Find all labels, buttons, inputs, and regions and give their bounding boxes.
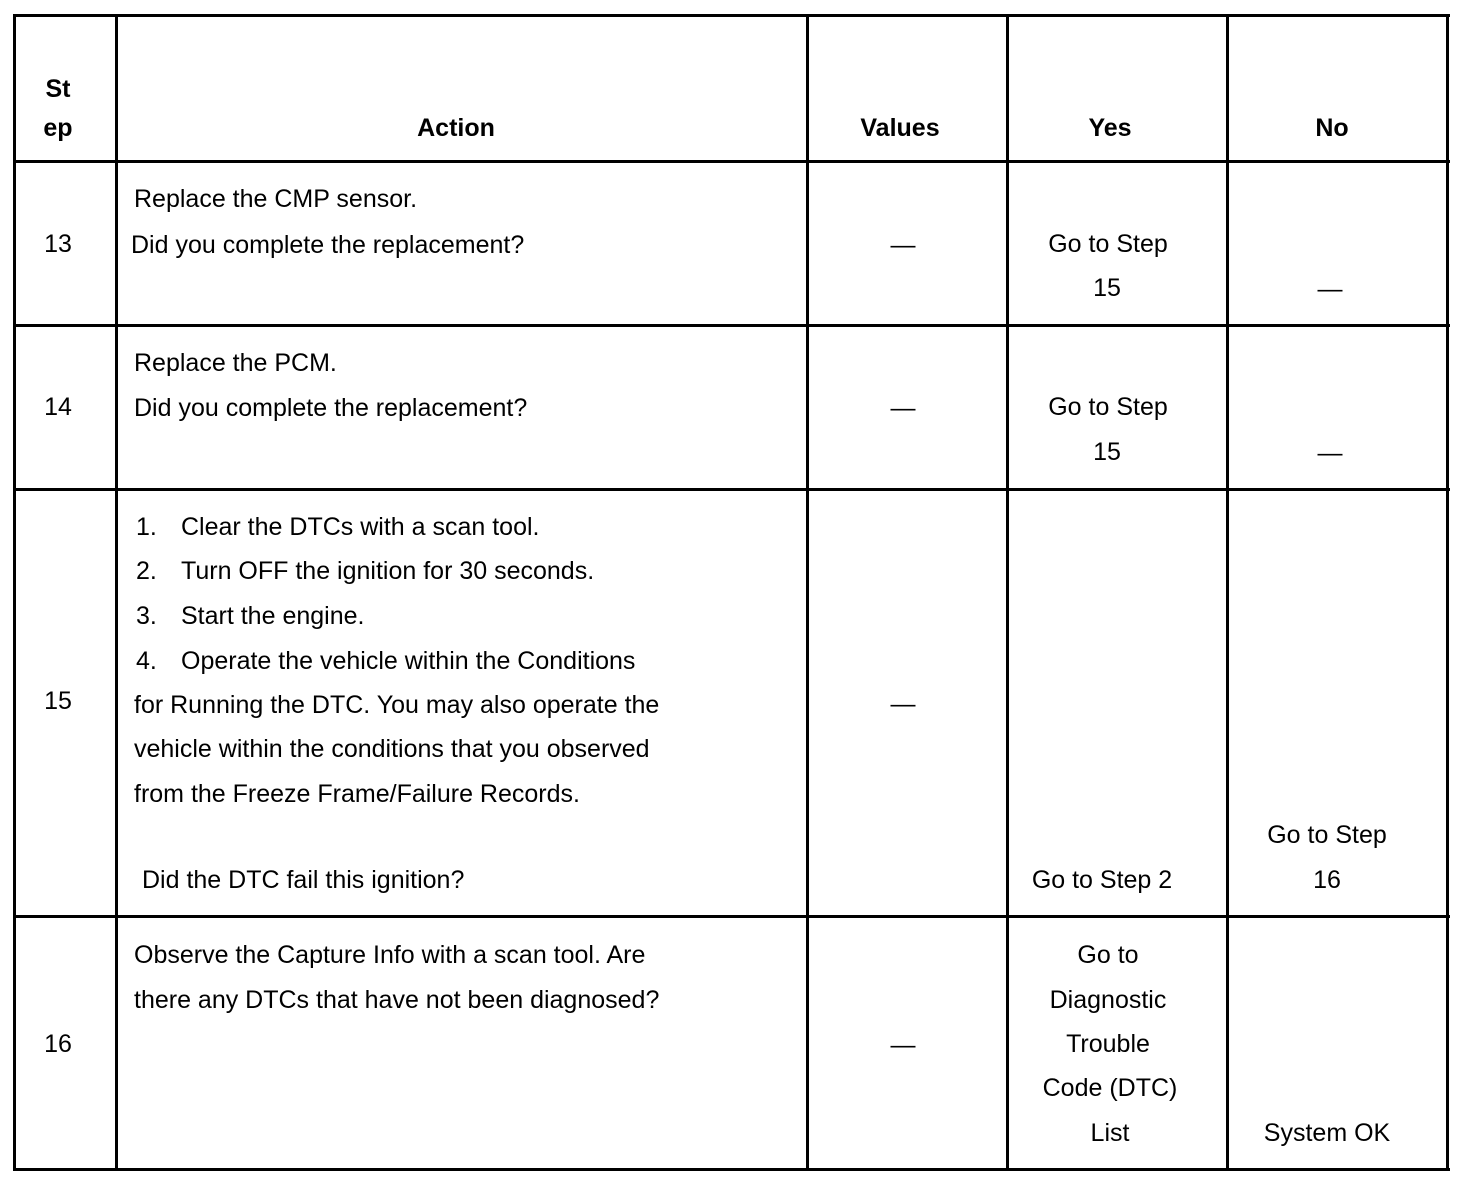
header-action: Action (417, 114, 495, 142)
row-divider (13, 488, 1450, 491)
header-divider (13, 160, 1450, 163)
action-question: Did you complete the replacement? (131, 231, 525, 259)
yes-cell: Go to Step 2 (1031, 866, 1173, 894)
action-text: there any DTCs that have not been diagnosed? (134, 986, 660, 1014)
step-number: 16 (44, 1030, 72, 1058)
action-text: Observe the Capture Info with a scan tool. Are (134, 941, 646, 969)
step-number: 13 (44, 230, 72, 258)
list-item-number: 1. (136, 513, 157, 541)
column-divider (1226, 14, 1229, 1171)
values-cell: — (890, 231, 916, 259)
list-item-number: 4. (136, 647, 157, 675)
header-yes: Yes (1088, 114, 1132, 142)
header-step-line1: St (45, 75, 71, 103)
yes-cell-line: Code (DTC) (1042, 1074, 1178, 1102)
list-item-text: Start the engine. (181, 602, 365, 630)
yes-cell-line: Trouble (1066, 1030, 1150, 1058)
list-item-number: 3. (136, 602, 157, 630)
no-cell-line2: 16 (1313, 866, 1341, 894)
yes-cell-line: List (1090, 1119, 1130, 1147)
action-question: Did the DTC fail this ignition? (142, 866, 465, 894)
column-divider (115, 14, 118, 1171)
yes-cell-line1: Go to Step (1048, 230, 1168, 258)
header-values: Values (860, 114, 940, 142)
no-cell: — (1317, 439, 1343, 467)
column-divider (1006, 14, 1009, 1171)
action-question: Did you complete the replacement? (134, 394, 528, 422)
yes-cell-line: Go to (1077, 941, 1139, 969)
action-continuation: from the Freeze Frame/Failure Records. (134, 780, 580, 808)
table-border-left (13, 14, 16, 1171)
step-number: 15 (44, 687, 72, 715)
no-cell: System OK (1263, 1119, 1391, 1147)
values-cell: — (890, 394, 916, 422)
header-step-line2: ep (43, 114, 73, 142)
table-border-right (1446, 14, 1449, 1171)
row-divider (13, 324, 1450, 327)
row-divider (13, 915, 1450, 918)
list-item-text: Operate the vehicle within the Conditions (181, 647, 636, 675)
no-cell-line1: Go to Step (1267, 821, 1387, 849)
yes-cell-line: Diagnostic (1049, 986, 1167, 1014)
yes-cell-line2: 15 (1093, 274, 1121, 302)
table-border-top (13, 14, 1450, 17)
list-item-text: Clear the DTCs with a scan tool. (181, 513, 540, 541)
action-continuation: for Running the DTC. You may also operate the (134, 691, 660, 719)
yes-cell-line1: Go to Step (1048, 393, 1168, 421)
list-item-text: Turn OFF the ignition for 30 seconds. (181, 557, 595, 585)
yes-cell-line2: 15 (1093, 438, 1121, 466)
action-continuation: vehicle within the conditions that you observed (134, 735, 650, 763)
header-no: No (1315, 114, 1349, 142)
no-cell: — (1317, 275, 1343, 303)
table-border-bottom (13, 1168, 1450, 1171)
action-text: Replace the CMP sensor. (134, 185, 418, 213)
step-number: 14 (44, 393, 72, 421)
list-item-number: 2. (136, 557, 157, 585)
values-cell: — (890, 690, 916, 718)
action-text: Replace the PCM. (134, 349, 337, 377)
column-divider (806, 14, 809, 1171)
values-cell: — (890, 1031, 916, 1059)
